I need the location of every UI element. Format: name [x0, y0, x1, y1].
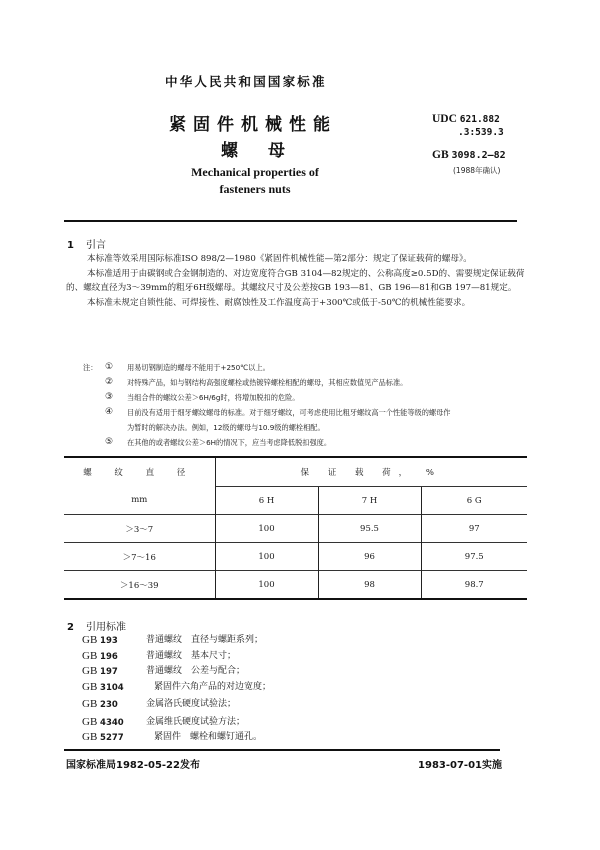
- ref-prefix: GB: [82, 680, 98, 693]
- note-text: 对特殊产品，如与钢结构高强度螺栓或热镀锌螺栓相配的螺母，其相应数值见产品标准。: [127, 378, 408, 387]
- cell-6h: 100: [215, 543, 318, 571]
- section-2-number: 2: [67, 622, 74, 633]
- cell-6g: 97.5: [421, 543, 527, 571]
- paragraph: 本标准未规定自锁性能、可焊接性、耐腐蚀性及工作温度高于+300℃或低于-50℃的机械性能要求。: [87, 297, 471, 308]
- cell-6h: 100: [215, 515, 318, 543]
- col-6h-header: 6 H: [215, 487, 318, 515]
- ref-prefix: GB: [82, 731, 98, 743]
- ref-prefix: GB: [82, 634, 98, 646]
- note-text: 用易切钢制造的螺母不能用于+250℃以上。: [127, 363, 270, 372]
- cell-diameter: ＞3～7: [64, 515, 215, 543]
- reference-item: [82, 664, 482, 680]
- udc-classification: [432, 113, 504, 139]
- section-1-number: 1: [67, 240, 74, 251]
- note-marker: ①: [105, 362, 114, 372]
- ref-title: 紧固件六角产品的对边宽度；: [154, 681, 272, 692]
- cell-6g: 98.7: [421, 571, 527, 600]
- ref-prefix: GB: [82, 665, 98, 677]
- standard-type-heading: 中华人民共和国国家标准: [165, 74, 327, 89]
- document-subtitle-cn: 螺母: [221, 141, 315, 161]
- top-divider: [64, 220, 517, 222]
- proof-load-table: [64, 456, 527, 600]
- reference-list: [82, 633, 482, 746]
- cell-6h: 100: [215, 571, 318, 600]
- paragraph: 本标准等效采用国际标准ISO 898/2—1980《紧固件机械性能—第2部分：规定了保证载荷的螺母》。: [87, 254, 472, 264]
- table-row: [64, 515, 527, 543]
- ref-code: 193: [100, 636, 118, 646]
- col-7h-header: 7 H: [318, 487, 421, 515]
- cell-6g: 97: [421, 515, 527, 543]
- title-en-line2: fasteners nuts: [219, 182, 291, 196]
- paragraph: 本标准适用于由碳钢或合金钢制造的、对边宽度符合GB 3104—82规定的、公称高度≥0.5D的、需要规定保证载荷的、螺纹直径为3～39mm的粗牙6H级螺母。其螺纹尺寸及公差按GB 193—81、GB 196—81和GB 197—81规定。: [66, 268, 525, 293]
- note-item: [83, 375, 528, 390]
- section-1-title: 引言: [85, 240, 106, 251]
- note-text: 当组合件的螺纹公差＞6H/6g时，将增加脱扣的危险。: [127, 393, 300, 402]
- gb-label: GB: [432, 149, 449, 161]
- note-marker: ⑤: [105, 437, 114, 447]
- section-2-heading: [67, 618, 126, 633]
- title-en-line1: Mechanical properties of: [191, 165, 319, 179]
- effective-date: 1983-07-01实施: [418, 760, 502, 771]
- reference-item: [82, 715, 482, 731]
- udc-code-line1: 621.882: [459, 114, 500, 125]
- document-title-en: [150, 164, 360, 198]
- note-item: [83, 390, 528, 405]
- col-proof-load-header: 保 证 载 荷， %: [215, 457, 527, 487]
- ref-code: 4340: [100, 717, 124, 728]
- issue-date: 国家标准局1982-05-22发布: [66, 760, 200, 771]
- col-6g-header: 6 G: [421, 487, 527, 515]
- note-marker: ④: [105, 407, 114, 417]
- ref-code: 196: [100, 651, 118, 662]
- reference-item: [82, 680, 482, 696]
- cell-7h: 96: [318, 543, 421, 571]
- bottom-divider: [64, 749, 500, 751]
- ref-prefix: GB: [82, 715, 98, 728]
- note-text: 在其他的或者螺纹公差＞6H的情况下，应当考虑降低脱扣强度。: [127, 438, 332, 447]
- notes-label: 注：: [83, 363, 98, 372]
- note-item: [83, 360, 528, 375]
- ref-prefix: GB: [82, 698, 98, 710]
- table-row: [64, 543, 527, 571]
- confirmation-year: (1988年确认): [453, 166, 501, 175]
- ref-title: 金属洛氏硬度试验法；: [146, 699, 237, 709]
- reference-item: [82, 649, 482, 665]
- document-title-cn: 紧固件机械性能: [169, 115, 337, 135]
- gb-standard-number: [432, 149, 506, 161]
- reference-item: [82, 697, 482, 713]
- note-item: [83, 405, 528, 420]
- cell-7h: 98: [318, 571, 421, 600]
- note-text: 目前没有适用于细牙螺纹螺母的标准。对于细牙螺纹，可考虑使用比粗牙螺纹高一个性能等级的螺母作: [127, 408, 451, 417]
- section-1-heading: [67, 236, 106, 251]
- ref-title: 普通螺纹 直径与螺距系列；: [146, 635, 264, 645]
- section-1-body: [66, 252, 528, 310]
- col-diameter-header: 螺 纹 直 径: [83, 468, 196, 479]
- ref-code: 3104: [100, 682, 124, 693]
- gb-number: 3098.2—82: [451, 150, 506, 161]
- ref-title: 普通螺纹 公差与配合；: [146, 666, 246, 676]
- table-header-row: [64, 457, 527, 487]
- udc-label: UDC: [432, 113, 457, 125]
- cell-7h: 95.5: [318, 515, 421, 543]
- cell-diameter: ＞7～16: [64, 543, 215, 571]
- note-continuation: 为暂时的解决办法。例如，12级的螺母与10.9级的螺栓相配。: [127, 423, 325, 432]
- table-row: [64, 571, 527, 600]
- ref-code: 197: [100, 667, 118, 677]
- ref-title: 普通螺纹 基本尺寸；: [146, 650, 237, 661]
- ref-code: 230: [100, 700, 118, 710]
- ref-title: 紧固件 螺栓和螺钉通孔。: [154, 732, 263, 742]
- notes-list: [83, 360, 528, 450]
- cell-diameter: ＞16～39: [64, 571, 215, 600]
- note-item: [83, 435, 528, 450]
- ref-title: 金属维氏硬度试验方法；: [146, 716, 246, 727]
- section-2-title: 引用标准: [85, 622, 126, 633]
- note-marker: ②: [105, 377, 114, 387]
- reference-item: [82, 633, 482, 649]
- udc-code-line2: .3:539.3: [458, 127, 504, 138]
- reference-item: [82, 730, 482, 746]
- col-diameter-unit: mm: [131, 495, 148, 506]
- table-subheader-row: [64, 487, 527, 515]
- ref-prefix: GB: [82, 649, 98, 662]
- note-marker: ③: [105, 392, 114, 402]
- ref-code: 5277: [100, 733, 124, 743]
